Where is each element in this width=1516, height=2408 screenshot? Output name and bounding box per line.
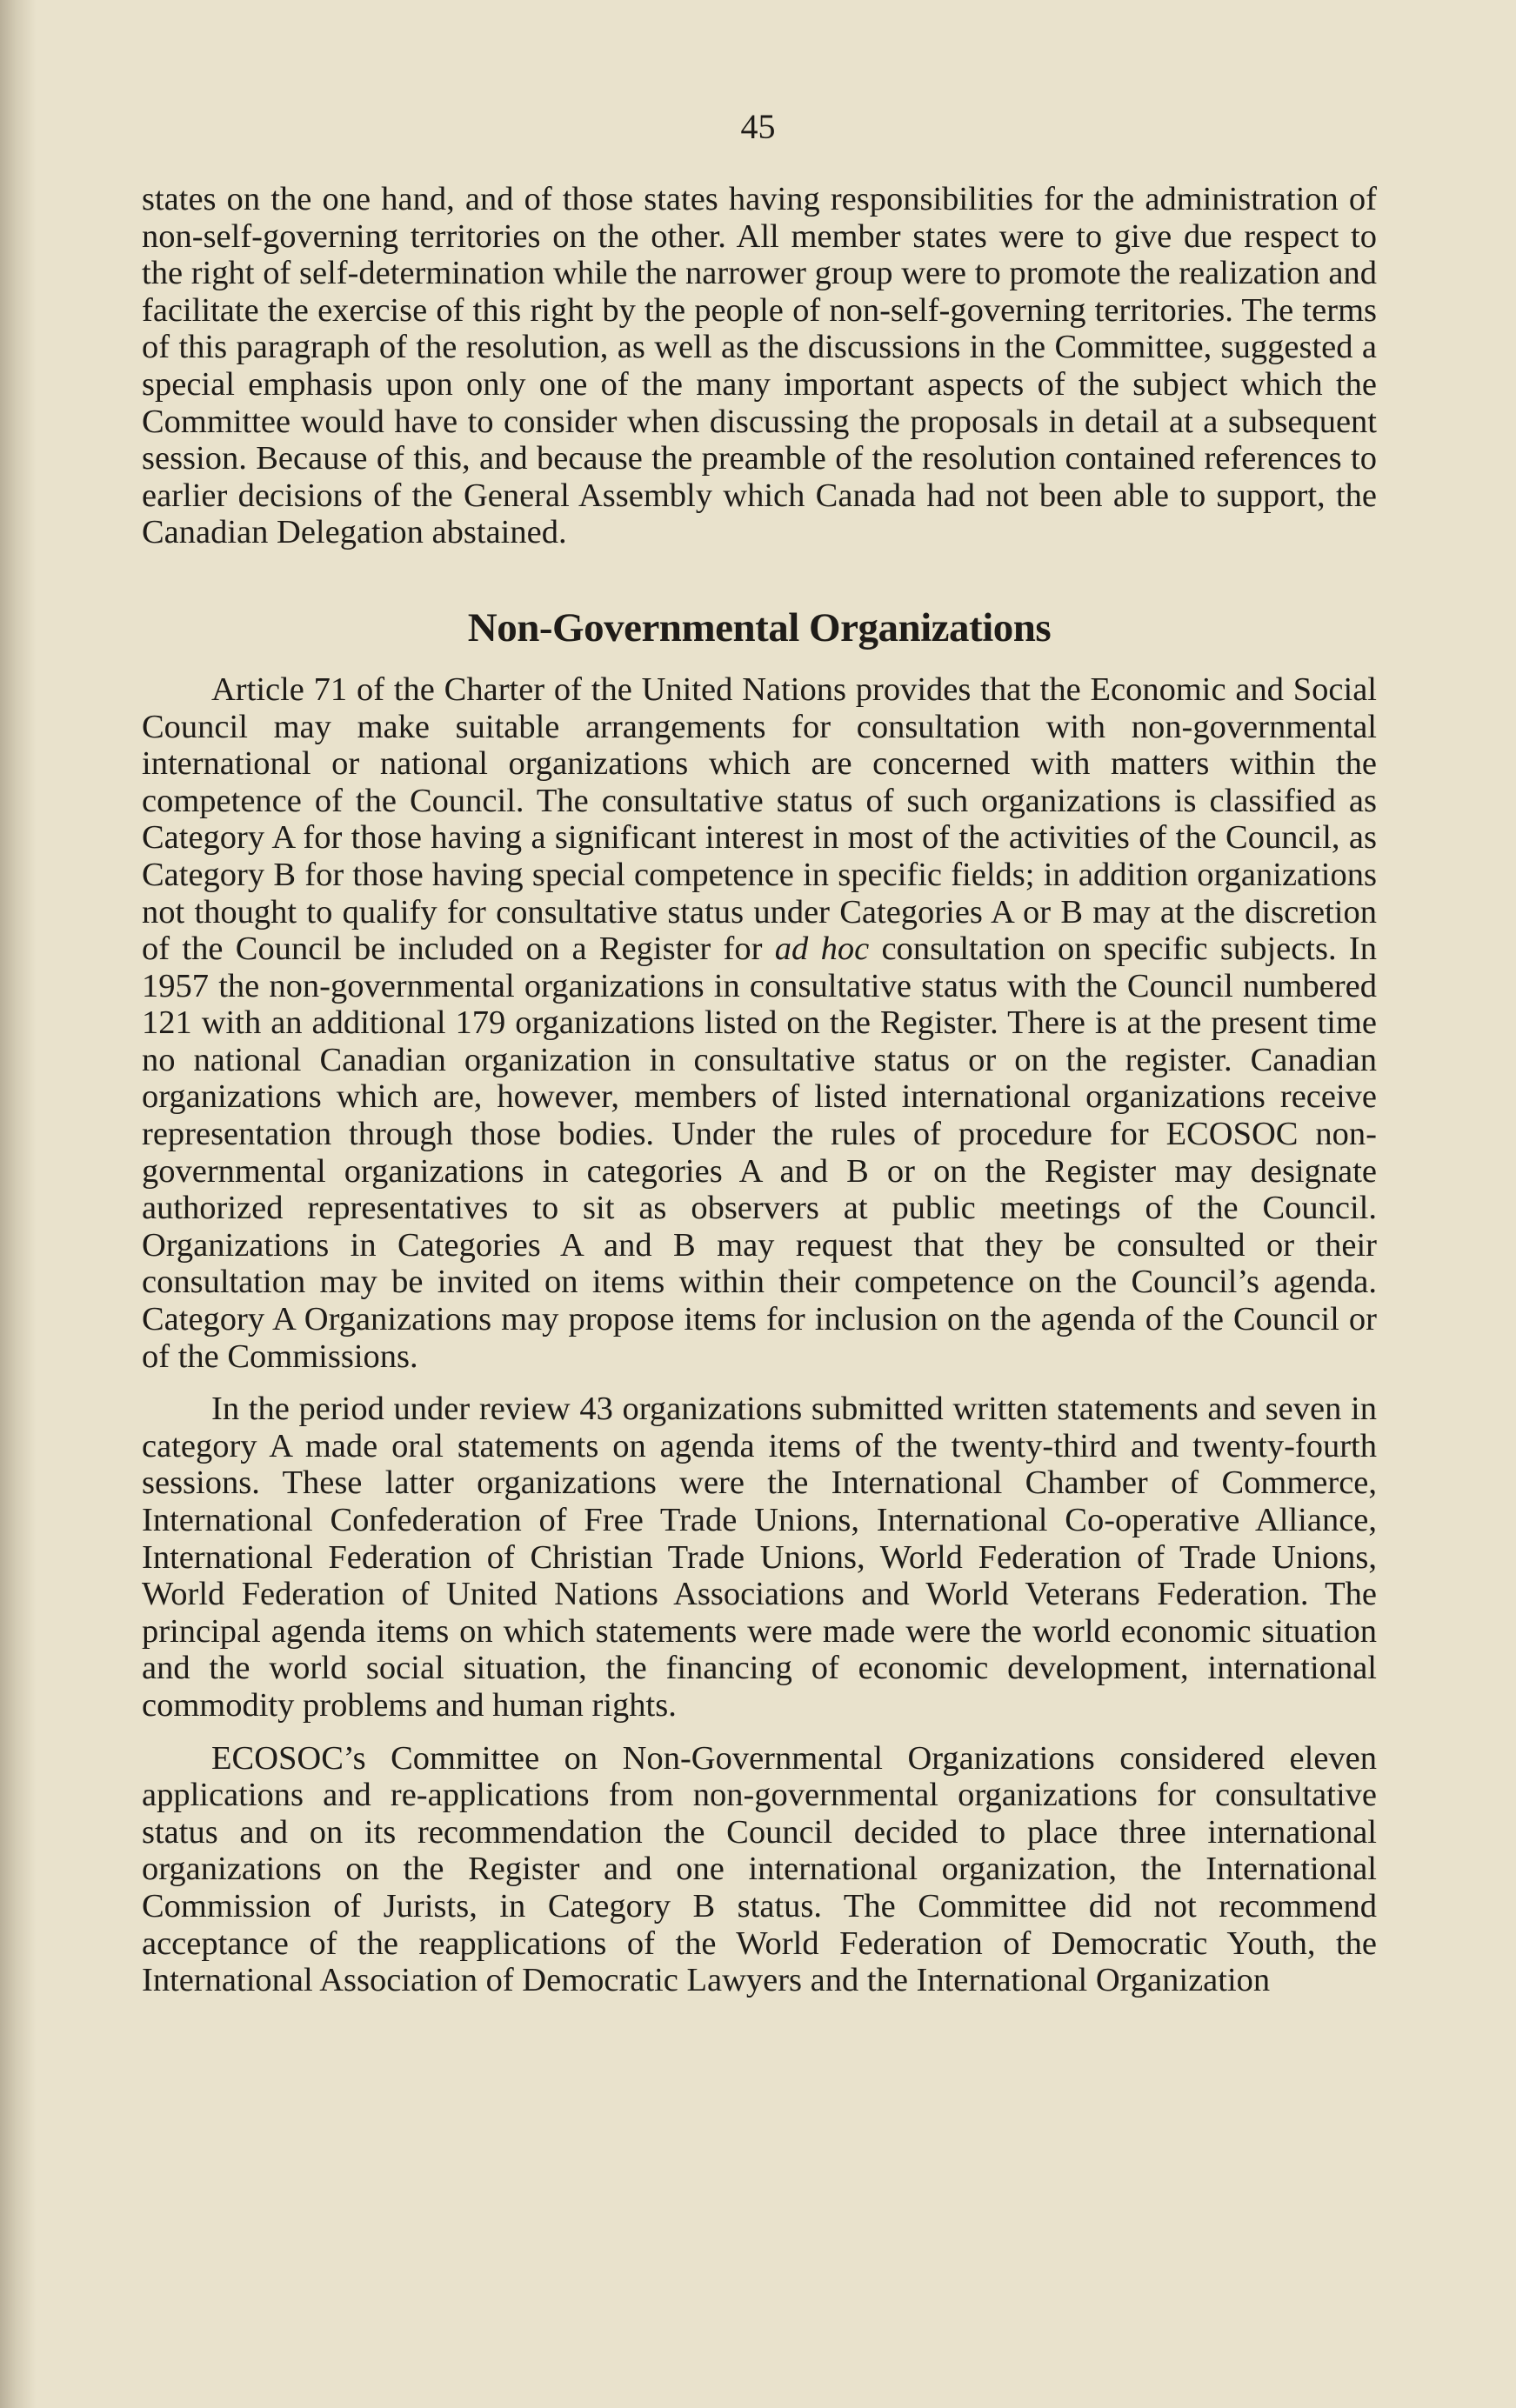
- period-under-review-paragraph: In the period under review 43 organizations submitted written statements and seven in category A made oral statements on agenda items of the twenty-third and twenty-fourth sessions. These latter organizations were the International Chamber of Commerce, International Confederation of Free Trade Unions, International Co-operative Alliance, International Federation of Christian Trade Unions, World Federation of Trade Unions, World Federation of United Nations Associations and World Veterans Federation. The principal agenda items on which statements were made were the world economic situation and the world social situation, the financing of economic development, international commodity problems and human rights.: [142, 1391, 1377, 1724]
- section-heading: Non-Governmental Organizations: [467, 604, 1052, 650]
- article-71-text-end: consultation on specific subjects. In 1957 the non-governmental organizations in consultative status with the Council numbered 121 with an additional 179 organizations listed on the Register. There is at the present time no national Canadian organization in consultative status or on the register. Canadian organizations which are, however, members of listed international organizations receive representation through those bodies. Under the rules of procedure for ECOSOC non-governmental organizations in categories A and B or on the Register may designate authorized representatives to sit as observers at public meetings of the Council. Organizations in Categories A and B may request that they be consulted or their consultation may be invited on items within their competence on the Council’s agenda. Category A Organizations may propose items for inclusion on the agenda of the Council or of the Commissions.: [142, 931, 1377, 1375]
- intro-paragraph: states on the one hand, and of those states having responsibilities for the administration of non-self-governing territories on the other. All member states were to give due respect to the right of self-determination while the narrower group were to promote the realization and facilitate the exercise of this right by the people of non-self-governing territories. The terms of this paragraph of the resolution, as well as the discussions in the Committee, suggested a special emphasis upon only one of the many important aspects of the subject which the Committee would have to consider when discussing the proposals in detail at a subsequent session. Because of this, and because the preamble of the resolution contained references to earlier decisions of the General Assembly which Canada had not been able to support, the Canadian Delegation abstained.: [142, 181, 1377, 551]
- text-column: [142, 181, 1377, 1999]
- ad-hoc-italic: ad hoc: [774, 931, 870, 968]
- page-binding-shadow: [0, 0, 37, 2408]
- article-71-text-start: Article 71 of the Charter of the United Nations provides that the Economic and Social Council may make suitable arrangements for consultation with non-governmental international or national organizations which are concerned with matters within the competence of the Council. The consultative status of such organizations is classified as Category A for those having a significant interest in most of the activities of the Council, as Category B for those having special competence in specific fields; in addition organizations not thought to qualify for consultative status under Categories A or B may at the discretion of the Council be included on a Register for: [142, 670, 1377, 968]
- article-71-paragraph: [142, 671, 1377, 1375]
- committee-paragraph: ECOSOC’s Committee on Non-Governmental Organizations considered eleven applications and re-applications from non-governmental organizations for consultative status and on its recommendation the Council decided to place three international organizations on the Register and one international organization, the International Commission of Jurists, in Category B status. The Committee did not recommend acceptance of the reapplications of the World Federation of Democratic Youth, the International Association of Democratic Lawyers and the International Organization: [142, 1739, 1377, 1999]
- page-number: 45: [740, 107, 776, 146]
